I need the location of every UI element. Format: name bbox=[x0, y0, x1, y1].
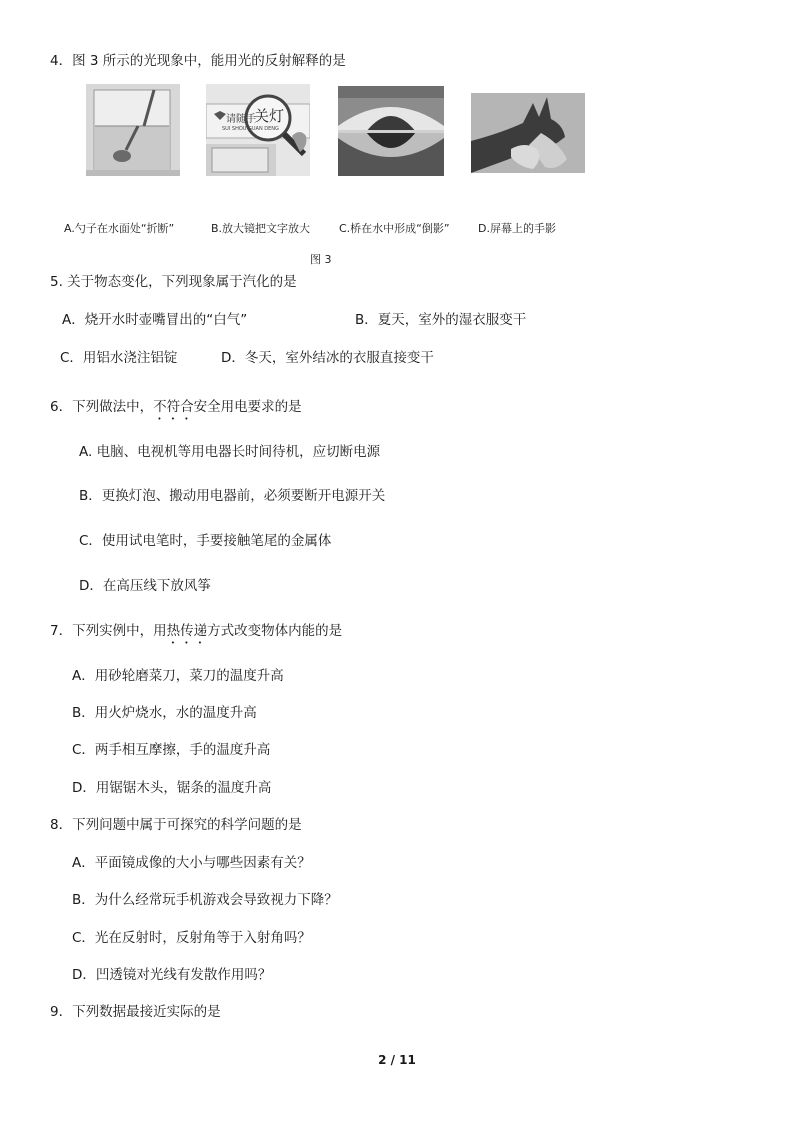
q4-option-a-caption: A.勺子在水面处“折断” bbox=[64, 222, 175, 235]
q7-stem bbox=[50, 622, 342, 647]
q6-stem-emphasis: 不符合 bbox=[153, 399, 194, 415]
q6-option-b: B．更换灯泡、搬动用电器前，必须要断开电源开关 bbox=[79, 488, 386, 504]
q6-option-d: D．在高压线下放风筝 bbox=[79, 578, 211, 594]
q6-option-a: A. 电脑、电视机等用电器长时间待机，应切断电源 bbox=[79, 444, 381, 460]
q5-option-a: A．烧开水时壶嘴冒出的“白气” bbox=[62, 312, 248, 328]
q5-option-c: C．用铝水浇注铝锭 bbox=[60, 350, 178, 366]
q4-option-b-caption: B.放大镜把文字放大 bbox=[211, 222, 311, 235]
sign-small-text: 请随手 bbox=[226, 114, 256, 125]
q9-stem: 9．下列数据最接近实际的是 bbox=[50, 1004, 221, 1020]
sign-main-text: 关灯 bbox=[254, 107, 285, 125]
figure-caption: 图 3 bbox=[310, 253, 332, 266]
q8-option-c: C．光在反射时，反射角等于入射角吗？ bbox=[72, 930, 311, 946]
q4-option-d-caption: D.屏幕上的手影 bbox=[478, 222, 556, 235]
q8-option-a: A．平面镜成像的大小与哪些因素有关？ bbox=[72, 855, 311, 871]
q7-stem-before: 7．下列实例中，用 bbox=[50, 623, 167, 639]
q7-stem-after: 方式改变物体内能的是 bbox=[207, 623, 343, 639]
q7-option-b: B．用火炉烧水，水的温度升高 bbox=[72, 705, 257, 721]
q6-stem bbox=[50, 398, 302, 423]
q4-option-c-caption: C.桥在水中形成“倒影” bbox=[339, 222, 450, 235]
sign-pinyin-text: SUI SHOU GUAN DENG bbox=[222, 126, 279, 132]
q6-stem-before: 6．下列做法中， bbox=[50, 399, 154, 415]
hand-shadow-photo bbox=[471, 93, 585, 173]
page-number: 2 / 11 bbox=[378, 1053, 416, 1067]
q4-stem: 4．图 3 所示的光现象中，能用光的反射解释的是 bbox=[50, 53, 346, 69]
q6-stem-after: 安全用电要求的是 bbox=[193, 399, 302, 415]
q6-option-c: C．使用试电笔时，手要接触笔尾的金属体 bbox=[79, 533, 332, 549]
q7-option-a: A．用砂轮磨菜刀，菜刀的温度升高 bbox=[72, 668, 284, 684]
spoon-in-water-photo bbox=[86, 84, 180, 176]
bridge-icon bbox=[338, 86, 444, 176]
q5-option-b: B．夏天，室外的湿衣服变干 bbox=[355, 312, 527, 328]
q7-option-c: C．两手相互摩擦，手的温度升高 bbox=[72, 742, 271, 758]
q7-stem-emphasis: 热传递 bbox=[166, 623, 208, 639]
q5-stem: 5. 关于物态变化，下列现象属于汽化的是 bbox=[50, 274, 297, 290]
hand-shadow-icon bbox=[471, 93, 585, 173]
bridge-reflection-photo bbox=[338, 86, 444, 176]
magnifier-photo bbox=[206, 84, 310, 176]
q5-option-d: D．冬天，室外结冰的衣服直接变干 bbox=[221, 350, 434, 366]
q8-stem: 8．下列问题中属于可探究的科学问题的是 bbox=[50, 817, 302, 833]
q8-option-d: D．凹透镜对光线有发散作用吗？ bbox=[72, 967, 272, 983]
q7-option-d: D．用锯锯木头，锯条的温度升高 bbox=[72, 780, 272, 796]
q8-option-b: B．为什么经常玩手机游戏会导致视力下降？ bbox=[72, 892, 338, 908]
spoon-glass-icon bbox=[86, 84, 180, 176]
